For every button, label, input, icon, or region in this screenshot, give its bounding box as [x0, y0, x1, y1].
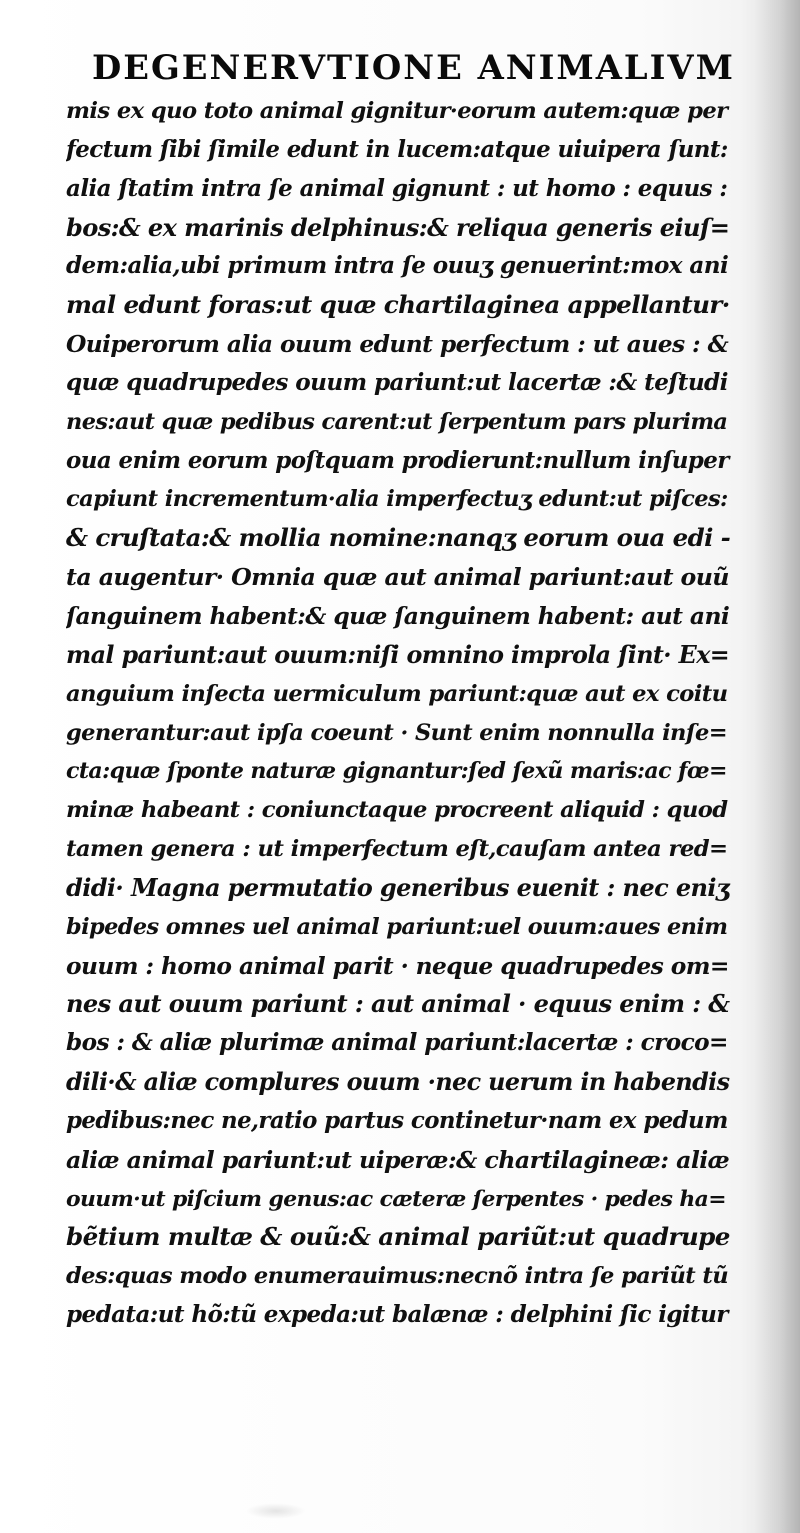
- text-line: fectum ſibi ſimile edunt in lucem:atque uiuipera ſunt:: [66, 135, 728, 163]
- text-line: minæ habeant : coniunctaque procreent aliquid : quod: [66, 797, 728, 824]
- text-line: bos : & aliæ plurimæ animal pariunt:lacertæ : croco=: [66, 1029, 728, 1057]
- text-line: ouum·ut piſcium genus:ac cæteræ ſerpentes · pedes ha=: [66, 1185, 726, 1212]
- text-line: tamen genera : ut imperfectum eſt,cauſam antea red=: [66, 836, 728, 863]
- text-line: generantur:aut ipſa coeunt · Sunt enim nonnulla inſe=: [66, 719, 727, 746]
- text-line: mal pariunt:aut ouum:niſi omnino improla ſint· Ex=: [66, 640, 730, 669]
- text-line: ta augentur· Omnia quæ aut animal pariunt:aut ouũ: [66, 563, 729, 592]
- text-line: nes aut ouum pariunt : aut animal · equus enim : &: [66, 989, 730, 1019]
- text-line: pedibus:nec ne,ratio partus continetur·nam ex pedum: [66, 1107, 728, 1134]
- text-line: aliæ animal pariunt:ut uiperæ:& chartilagineæ: aliæ: [66, 1145, 730, 1174]
- text-line: anguium inſecta uermiculum pariunt:quæ aut ex coitu: [66, 680, 728, 707]
- text-line: bos:& ex marinis delphinus:& reliqua generis eiuſ=: [66, 212, 730, 242]
- text-line: alia ſtatim intra ſe animal gignunt : ut homo : equus :: [66, 174, 728, 202]
- text-line: ſanguinem habent:& quæ ſanguinem habent: aut ani: [66, 601, 730, 630]
- text-line: & cruſtata:& mollia nomine:nanqʒ eorum oua edi -: [66, 523, 731, 553]
- text-line: bẽtium multæ & ouũ:& animal pariũt:ut quadrupe: [66, 1222, 730, 1252]
- running-head: DEGENERVTIONE ANIMALIVM: [92, 47, 735, 87]
- show-through-smudge: [246, 1503, 306, 1519]
- text-line: bipedes omnes uel animal pariunt:uel ouum:aues enim: [66, 913, 728, 940]
- text-line: Ouiperorum alia ouum edunt perfectum : ut aues : &: [66, 330, 729, 359]
- text-line: quæ quadrupedes ouum pariunt:ut lacertæ :& teſtudi: [66, 368, 728, 396]
- text-line: cta:quæ ſponte naturæ gignantur:ſed ſexũ maris:ac fœ=: [66, 758, 727, 785]
- page-gutter-shadow: [754, 0, 800, 1533]
- text-line: des:quas modo enumerauimus:necnõ intra ſe pariũt tũ: [66, 1263, 729, 1290]
- text-line: ouum : homo animal parit · neque quadrupedes om=: [66, 951, 729, 980]
- text-line: mis ex quo toto animal gignitur·eorum autem:quæ per: [66, 98, 728, 124]
- text-line: nes:aut quæ pedibus carent:ut ſerpentum pars plurima: [66, 408, 728, 435]
- text-line: mal edunt foras:ut quæ chartilaginea appellantur·: [66, 290, 730, 320]
- text-line: pedata:ut hõ:tũ expeda:ut balænæ : delphini ſic igitur: [66, 1301, 728, 1329]
- text-line: oua enim eorum poſtquam prodierunt:nullum inſuper: [66, 446, 729, 474]
- body-text: [66, 92, 744, 1335]
- text-line: didi· Magna permutatio generibus euenit : nec eniʒ: [66, 872, 729, 902]
- text-line: capiunt incrementum·alia imperfectuʒ edunt:ut piſces:: [66, 486, 728, 513]
- text-line: dem:alia,ubi primum intra ſe ouuʒ genuerint:mox ani: [66, 252, 729, 280]
- text-line: dili·& aliæ complures ouum ·nec uerum in habendis: [66, 1068, 730, 1097]
